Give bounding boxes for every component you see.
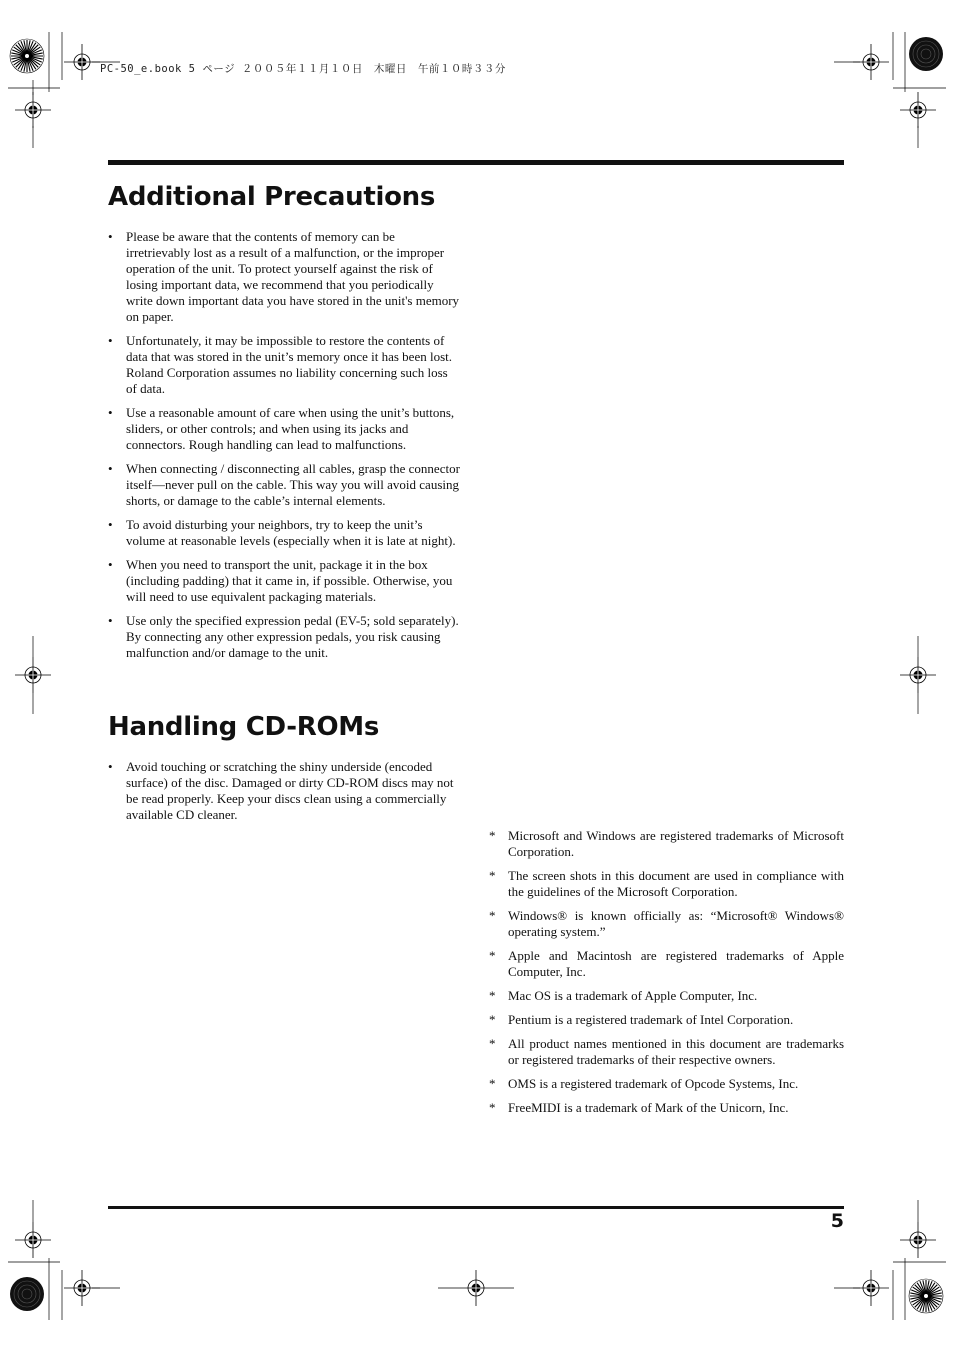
list-item: • When you need to transport the unit, package it in the box (including padding) that it came in, if possible. Otherwise, you will need to use equivalent packaging materials.	[108, 557, 460, 605]
trademark-note: * Pentium is a registered trademark of Intel Corporation.	[489, 1012, 844, 1028]
trademark-note: * Apple and Macintosh are registered trademarks of Apple Computer, Inc.	[489, 948, 844, 980]
list-item: • Use a reasonable amount of care when using the unit’s buttons, sliders, or other controls; and when using its jacks and connectors. Rough handling can lead to malfunctions.	[108, 405, 460, 453]
list-item: • To avoid disturbing your neighbors, try to keep the unit’s volume at reasonable levels (especially when it is late at night).	[108, 517, 460, 549]
section-title-handling-cd-roms: Handling CD-ROMs	[108, 712, 380, 742]
registration-mark	[900, 1222, 936, 1258]
registration-mark	[64, 1270, 100, 1306]
trademark-note: * All product names mentioned in this document are trademarks or registered trademarks of their respective owners.	[489, 1036, 844, 1068]
registration-mark	[900, 92, 936, 128]
trademark-notes	[489, 828, 844, 1124]
trademark-note: * FreeMIDI is a trademark of Mark of the Unicorn, Inc.	[489, 1100, 844, 1116]
page-number: 5	[830, 1210, 844, 1232]
trademark-note: * Microsoft and Windows are registered trademarks of Microsoft Corporation.	[489, 828, 844, 860]
list-item: • Please be aware that the contents of memory can be irretrievably lost as a result of a malfunction, or the improper operation of the unit. To protect yourself against the risk of losing important data, we recommend that you periodically write down important data you have stored in the unit's memory on paper.	[108, 229, 460, 325]
list-item: • Use only the specified expression pedal (EV-5; sold separately). By connecting any other expression pedals, you risk causing malfunction and/or damage to the unit.	[108, 613, 460, 661]
cdrom-list	[108, 759, 460, 831]
top-rule	[108, 160, 844, 165]
registration-mark	[15, 657, 51, 693]
registration-mark	[15, 1222, 51, 1258]
registration-mark	[853, 1270, 889, 1306]
crop-lines	[8, 32, 946, 1320]
corner-target-top-right	[909, 37, 943, 71]
trademark-note: * OMS is a registered trademark of Opcode Systems, Inc.	[489, 1076, 844, 1092]
precautions-list	[108, 229, 460, 669]
registration-mark	[900, 657, 936, 693]
list-item: • Avoid touching or scratching the shiny underside (encoded surface) of the disc. Damaged or dirty CD-ROM discs may not be read properly. Keep your discs clean using a commercially available CD cleaner.	[108, 759, 460, 823]
print-header: PC-50_e.book 5 ページ ２００５年１１月１０日 木曜日 午前１０時３３分	[100, 63, 506, 75]
registration-mark	[15, 92, 51, 128]
registration-mark	[458, 1270, 494, 1306]
trademark-note: * Mac OS is a trademark of Apple Computer, Inc.	[489, 988, 844, 1004]
registration-mark	[64, 44, 100, 80]
list-item: • Unfortunately, it may be impossible to restore the contents of data that was stored in the unit’s memory once it has been lost. Roland Corporation assumes no liability concerning such loss of data.	[108, 333, 460, 397]
corner-target-top-left	[10, 39, 44, 73]
trademark-note: * The screen shots in this document are used in compliance with the guidelines of the Microsoft Corporation.	[489, 868, 844, 900]
registration-mark	[853, 44, 889, 80]
trademark-note: * Windows® is known officially as: “Microsoft® Windows® operating system.”	[489, 908, 844, 940]
corner-target-bottom-left	[10, 1277, 44, 1311]
corner-target-bottom-right	[909, 1279, 943, 1313]
section-title-additional-precautions: Additional Precautions	[108, 182, 436, 212]
list-item: • When connecting / disconnecting all cables, grasp the connector itself—never pull on the cable. This way you will avoid causing shorts, or damage to the cable’s internal elements.	[108, 461, 460, 509]
bottom-rule	[108, 1206, 844, 1209]
